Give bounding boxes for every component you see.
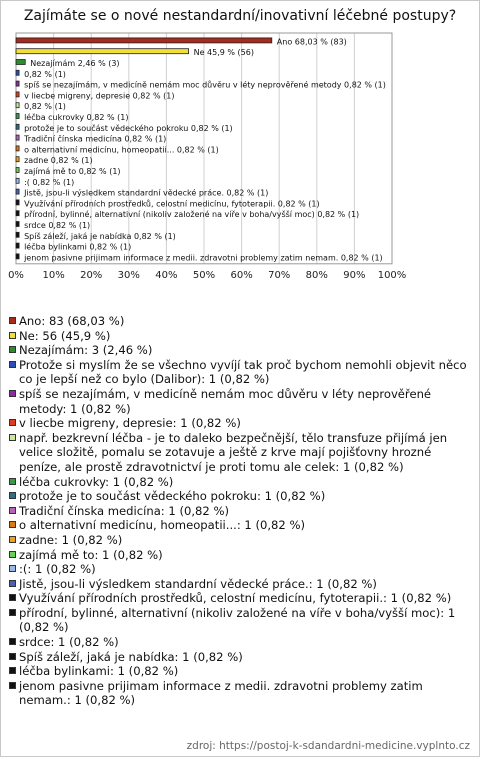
bar xyxy=(16,114,19,119)
bar-label: v liecbe migreny, depresie 0,82 % (1) xyxy=(24,91,175,101)
legend-item xyxy=(8,387,470,416)
bar xyxy=(16,146,19,151)
x-tick-label: 30% xyxy=(117,269,140,281)
legend-item xyxy=(8,533,470,548)
x-tick-label: 10% xyxy=(42,269,65,281)
legend-label: Tradiční čínska medicína: 1 (0,82 %) xyxy=(19,503,230,518)
legend-swatch xyxy=(9,565,16,572)
legend-label: protože je to součást vědeckého pokroku: 1 (0,82 %) xyxy=(19,489,326,504)
chart-legend xyxy=(8,314,470,708)
legend-swatch xyxy=(9,507,16,514)
bar-label: srdce 0,82 % (1) xyxy=(24,221,91,230)
legend-swatch xyxy=(9,653,16,660)
bar-label: protože je to součást vědeckého pokroku 0,82 % (1) xyxy=(24,123,233,133)
legend-item xyxy=(8,431,470,475)
legend-swatch xyxy=(9,434,16,441)
bar xyxy=(16,92,19,97)
bar xyxy=(16,38,272,43)
legend-label: Nezajímám: 3 (2,46 %) xyxy=(19,343,153,358)
legend-swatch xyxy=(9,390,16,397)
legend-item xyxy=(8,504,470,519)
x-tick-label: 20% xyxy=(80,269,103,281)
bar-chart xyxy=(0,30,480,312)
legend-item xyxy=(8,489,470,504)
legend-item xyxy=(8,329,470,344)
legend-item xyxy=(8,416,470,431)
bar xyxy=(16,232,19,237)
bar xyxy=(16,103,19,108)
legend-swatch xyxy=(9,521,16,528)
bar-label: Ano 68,03 % (83) xyxy=(276,37,347,47)
legend-item xyxy=(8,343,470,358)
x-tick-label: 40% xyxy=(155,269,178,281)
x-tick-label: 50% xyxy=(192,269,216,281)
bar-label: Nezajímám 2,46 % (3) xyxy=(30,59,120,68)
legend-item xyxy=(8,475,470,490)
legend-swatch xyxy=(9,551,16,558)
legend-label: o alternativní medicínu, homeopatii...: 1 (0,82 %) xyxy=(19,518,306,533)
legend-item xyxy=(8,314,470,329)
bar-label: přírodní, bylinné, alternativní (nikoliv založené na víře v boha/vyšší moc) 0,82 % (1) xyxy=(24,210,360,220)
legend-label: léčba bylinkami: 1 (0,82 %) xyxy=(19,664,179,679)
bar-label: jenom pasivne prijimam informace z medii. zdravotni problemy zatim nemam. 0,82 % (1) xyxy=(24,253,383,263)
bar xyxy=(16,243,19,248)
legend-swatch xyxy=(9,478,16,485)
bar xyxy=(16,211,19,216)
legend-label: zadne: 1 (0,82 %) xyxy=(19,532,123,547)
legend-item xyxy=(8,679,470,708)
legend-item xyxy=(8,518,470,533)
x-tick-label: 0% xyxy=(8,269,24,281)
x-tick-label: 60% xyxy=(230,269,253,281)
legend-swatch xyxy=(9,536,16,543)
legend-item xyxy=(8,548,470,563)
source-note: zdroj: https://postoj-k-sdandardni-medicine.vyplnto.cz xyxy=(186,740,470,752)
x-tick-label: 80% xyxy=(305,269,328,281)
legend-swatch xyxy=(9,332,16,339)
legend-swatch xyxy=(9,638,16,645)
legend-swatch xyxy=(9,594,16,601)
bar xyxy=(16,254,19,259)
bar xyxy=(16,49,189,54)
x-tick-label: 90% xyxy=(343,269,366,281)
legend-label: zajímá mě to: 1 (0,82 %) xyxy=(19,547,163,562)
legend-swatch xyxy=(9,346,16,353)
bar-label: Tradiční čínska medicína 0,82 % (1) xyxy=(24,134,167,144)
bar xyxy=(16,70,19,75)
bar-label: léčba bylinkami 0,82 % (1) xyxy=(24,242,132,252)
bar-label: o alternativní medicínu, homeopatii... 0,82 % (1) xyxy=(24,145,219,155)
x-tick-label: 70% xyxy=(268,269,291,281)
legend-label: Využívání přírodních prostředků, celostní medicínu, fytoterapii.: 1 (0,82 %) xyxy=(19,591,452,606)
legend-label: Jistě, jsou-li výsledkem standardní vědecké práce.: 1 (0,82 %) xyxy=(19,576,377,591)
bar xyxy=(16,168,19,173)
legend-item xyxy=(8,591,470,606)
legend-label: Ne: 56 (45,9 %) xyxy=(19,328,111,343)
legend-swatch xyxy=(9,419,16,426)
legend-label: Ano: 83 (68,03 %) xyxy=(19,314,125,328)
legend-label: Spíš záleží, jaká je nabídka: 1 (0,82 %) xyxy=(19,649,243,664)
legend-item xyxy=(8,650,470,665)
bar-label: spíš se nezajímám, v medicíně nemám moc důvěru v léty neprověřené metody 0,82 % (1) xyxy=(24,80,386,90)
bar-label: :( 0,82 % (1) xyxy=(24,177,75,187)
bar xyxy=(16,178,19,183)
bar xyxy=(16,60,25,65)
bar xyxy=(16,200,19,205)
legend-label: v liecbe migreny, depresie: 1 (0,82 %) xyxy=(19,416,241,431)
legend-item xyxy=(8,606,470,635)
legend-item xyxy=(8,635,470,650)
bar xyxy=(16,135,19,140)
bar xyxy=(16,124,19,129)
bar xyxy=(16,222,19,227)
legend-swatch xyxy=(9,580,16,587)
legend-label: Protože si myslím že se všechno vyvíjí tak proč bychom nemohli objevit něco co je lepší než co bylo (Dalibor): 1 (0,82 %) xyxy=(19,357,467,387)
bar-label: 0,82 % (1) xyxy=(24,102,66,112)
legend-swatch xyxy=(9,361,16,368)
legend-swatch xyxy=(9,609,16,616)
legend-item xyxy=(8,577,470,592)
bar-label: Ne 45,9 % (56) xyxy=(193,48,254,58)
legend-item xyxy=(8,358,470,387)
legend-label: :(: 1 (0,82 %) xyxy=(19,562,96,577)
legend-swatch xyxy=(9,492,16,499)
legend-swatch xyxy=(9,682,16,689)
legend-label: např. bezkrevní léčba - je to daleko bezpečnější, tělo transfuze přijímá jen velice složitě, pomalu se zotavuje a ještě z krve mají pojišťovny hrozné peníze, ale prostě zdravotnictví je proti tomu ale celek: 1 (0,82 %) xyxy=(19,430,448,474)
chart-title: Zajímáte se o nové nestandardní/inovativní léčebné postupy? xyxy=(23,8,457,24)
bar-label: zajímá mě to 0,82 % (1) xyxy=(24,167,121,176)
legend-item xyxy=(8,664,470,679)
legend-label: jenom pasivne prijimam informace z medii. zdravotni problemy zatim nemam.: 1 (0,82 %) xyxy=(19,678,423,708)
bar xyxy=(16,81,19,86)
legend-swatch xyxy=(9,667,16,674)
bar-label: 0,82 % (1) xyxy=(24,69,66,79)
bar-label: léčba cukrovky 0,82 % (1) xyxy=(24,113,129,122)
bar-label: Využívání přírodních prostředků, celostní medicínu, fytoterapii. 0,82 % (1) xyxy=(24,199,320,209)
bar xyxy=(16,189,19,194)
bar-label: Jistě, jsou-li výsledkem standardní vědecké práce. 0,82 % (1) xyxy=(24,188,269,198)
legend-item xyxy=(8,562,470,577)
legend-label: přírodní, bylinné, alternativní (nikoliv založené na víře v boha/vyšší moc): 1 (0,82 %) xyxy=(19,605,456,635)
bar-label: zadne 0,82 % (1) xyxy=(24,156,93,166)
legend-label: srdce: 1 (0,82 %) xyxy=(19,635,119,650)
legend-swatch xyxy=(9,317,16,324)
bar xyxy=(16,157,19,162)
legend-label: spíš se nezajímám, v medicíně nemám moc důvěru v léty neprověřené metody: 1 (0,82 %) xyxy=(19,386,432,416)
x-tick-label: 100% xyxy=(377,269,407,281)
bar-label: Spíš záleží, jaká je nabídka 0,82 % (1) xyxy=(24,231,176,241)
legend-label: léčba cukrovky: 1 (0,82 %) xyxy=(19,474,174,489)
